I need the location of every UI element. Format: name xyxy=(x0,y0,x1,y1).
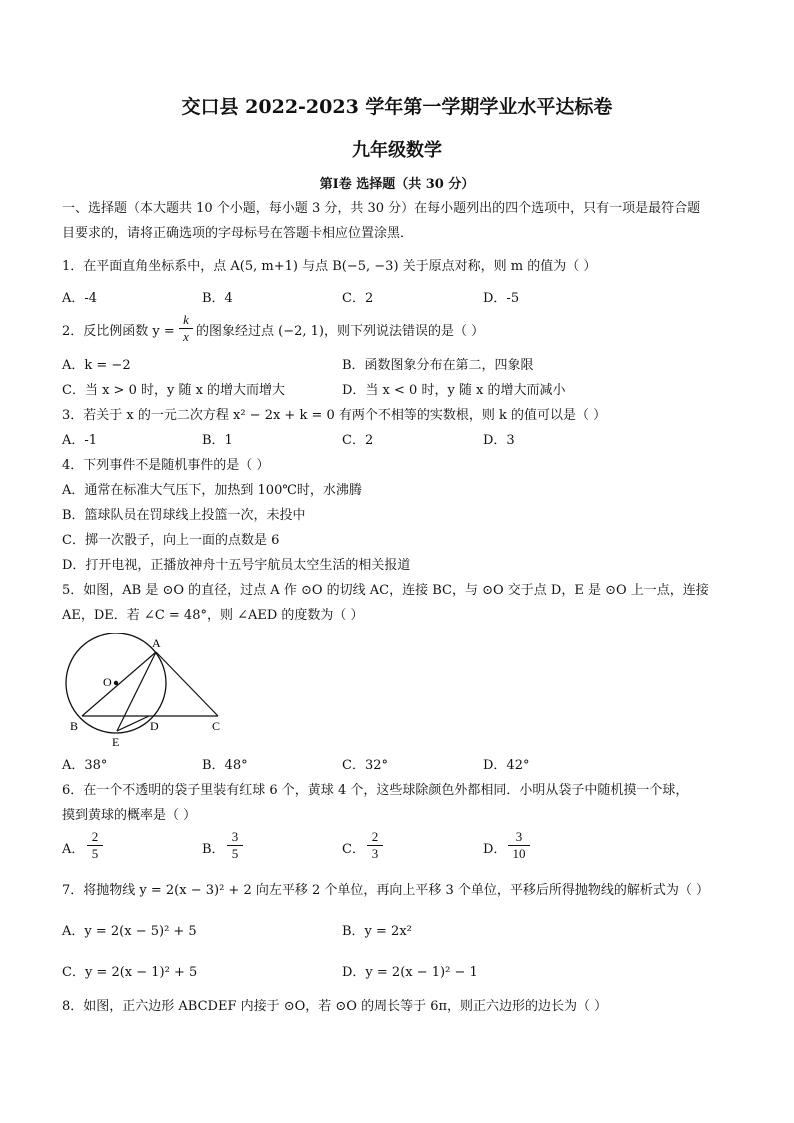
q8-stem: 8．如图，正六边形 ABCDEF 内接于 ⊙O，若 ⊙O 的周长等于 6π，则正六边形的边长为（ ） xyxy=(62,999,608,1014)
q6-option-d-denominator: 10 xyxy=(512,846,526,861)
q6-option-c-denominator: 3 xyxy=(371,846,379,861)
q6-stem-line-2: 摸到黄球的概率是（ ） xyxy=(62,808,197,823)
q5-label-e: E xyxy=(112,735,120,749)
q6-option-c-numerator: 2 xyxy=(371,829,379,844)
q5-option-a: A．38° xyxy=(62,758,108,773)
q6-option-c-fraction xyxy=(368,829,382,862)
q6-option-a-label: A． xyxy=(62,842,85,857)
q5-center-point xyxy=(114,681,118,685)
intro-line-1: 一、选择题（本大题共 10 个小题，每小题 3 分，共 30 分）在每小题列出的四个选项中，只有一项是最符合题 xyxy=(62,201,701,216)
q7-stem: 7．将抛物线 y = 2(x − 3)² + 2 向左平移 2 个单位，再向上平移 3 个单位，平移后所得抛物线的解析式为（ ） xyxy=(62,883,710,898)
q2-stem-pre: 2．反比例函数 y = xyxy=(62,324,175,339)
q2-fraction-denominator: x xyxy=(183,329,189,344)
q6-option-d-fraction xyxy=(509,829,529,862)
section-heading: 第Ⅰ卷 选择题（共 30 分） xyxy=(319,177,475,192)
q5-label-b: B xyxy=(70,719,79,733)
q4-option-a: A．通常在标准大气压下，加热到 100℃时，水沸腾 xyxy=(62,483,362,498)
q6-option-b-label: B． xyxy=(202,842,225,857)
q5-option-d: D．42° xyxy=(483,758,530,773)
q2-option-c: C．当 x > 0 时，y 随 x 的增大而增大 xyxy=(62,383,286,398)
q4-option-b: B．篮球队员在罚球线上投篮一次，未投中 xyxy=(62,508,306,523)
q5-geometry-figure xyxy=(60,633,235,751)
q1-option-a: A．-4 xyxy=(62,291,98,306)
q6-stem-line-1: 6．在一个不透明的袋子里装有红球 6 个，黄球 4 个，这些球除颜色外都相同．小明从袋子中随机摸一个球， xyxy=(62,783,689,798)
q5-option-b: B．48° xyxy=(202,758,248,773)
q5-stem-line-2: AE，DE．若 ∠C = 48°，则 ∠AED 的度数为（ ） xyxy=(62,608,364,623)
q3-option-c: C．2 xyxy=(342,433,374,448)
q6-option-b-fraction xyxy=(228,829,242,862)
q6-option-c-label: C． xyxy=(342,842,365,857)
q3-option-a: A．-1 xyxy=(62,433,98,448)
q2-option-b: B．函数图象分布在第二，四象限 xyxy=(342,358,534,373)
exam-subject: 九年级数学 xyxy=(352,140,442,161)
q4-option-c: C．掷一次骰子，向上一面的点数是 6 xyxy=(62,533,280,548)
q1-option-c: C．2 xyxy=(342,291,374,306)
q6-option-d-label: D． xyxy=(483,842,507,857)
q7-option-b: B．y = 2x² xyxy=(342,924,412,939)
q7-option-d: D．y = 2(x − 1)² − 1 xyxy=(342,965,478,980)
q6-option-b-denominator: 5 xyxy=(231,846,239,861)
q7-option-c: C．y = 2(x − 1)² + 5 xyxy=(62,965,198,980)
q2-stem-post: 的图象经过点 (−2, 1)，则下列说法错误的是（ ） xyxy=(196,324,485,339)
q3-option-d: D．3 xyxy=(483,433,515,448)
q6-option-a-denominator: 5 xyxy=(91,846,99,861)
q4-stem: 4．下列事件不是随机事件的是（ ） xyxy=(62,458,270,473)
q5-label-a: A xyxy=(152,636,161,650)
q5-stem-line-1: 5．如图，AB 是 ⊙O 的直径，过点 A 作 ⊙O 的切线 AC，连接 BC，与 ⊙O 交于点 D，E 是 ⊙O 上一点，连接 xyxy=(62,583,709,598)
q6-option-b-numerator: 3 xyxy=(231,829,239,844)
q5-tangent-ac xyxy=(156,652,218,716)
q3-option-b: B．1 xyxy=(202,433,233,448)
q5-option-c: C．32° xyxy=(342,758,388,773)
exam-title: 交口县 2022-2023 学年第一学期学业水平达标卷 xyxy=(181,96,613,118)
q1-option-b: B．4 xyxy=(202,291,233,306)
q6-option-a-numerator: 2 xyxy=(91,829,99,844)
q5-label-o: O xyxy=(103,675,112,689)
q4-option-d: D．打开电视，正播放神舟十五号宇航员太空生活的相关报道 xyxy=(62,558,411,573)
q7-option-a: A．y = 2(x − 5)² + 5 xyxy=(62,924,197,939)
q6-option-a-fraction xyxy=(88,829,102,862)
q5-label-d: D xyxy=(150,719,159,733)
q2-option-d: D．当 x < 0 时，y 随 x 的增大而减小 xyxy=(342,383,566,398)
q5-label-c: C xyxy=(212,719,221,733)
q2-fraction-numerator: k xyxy=(183,312,189,327)
q5-diameter-ab xyxy=(82,652,156,716)
intro-line-2: 目要求的，请将正确选项的字母标号在答题卡相应位置涂黑． xyxy=(62,226,414,241)
q1-stem: 1．在平面直角坐标系中，点 A(5, m+1) 与点 B(−5, −3) 关于原点对称，则 m 的值为（ ） xyxy=(62,259,597,274)
q2-fraction xyxy=(180,312,192,345)
q2-option-a: A．k = −2 xyxy=(62,358,131,373)
q1-option-d: D．-5 xyxy=(483,291,520,306)
q3-stem: 3．若关于 x 的一元二次方程 x² − 2x + k = 0 有两个不相等的实数根，则 k 的值可以是（ ） xyxy=(62,408,607,423)
q6-option-d-numerator: 3 xyxy=(515,829,523,844)
